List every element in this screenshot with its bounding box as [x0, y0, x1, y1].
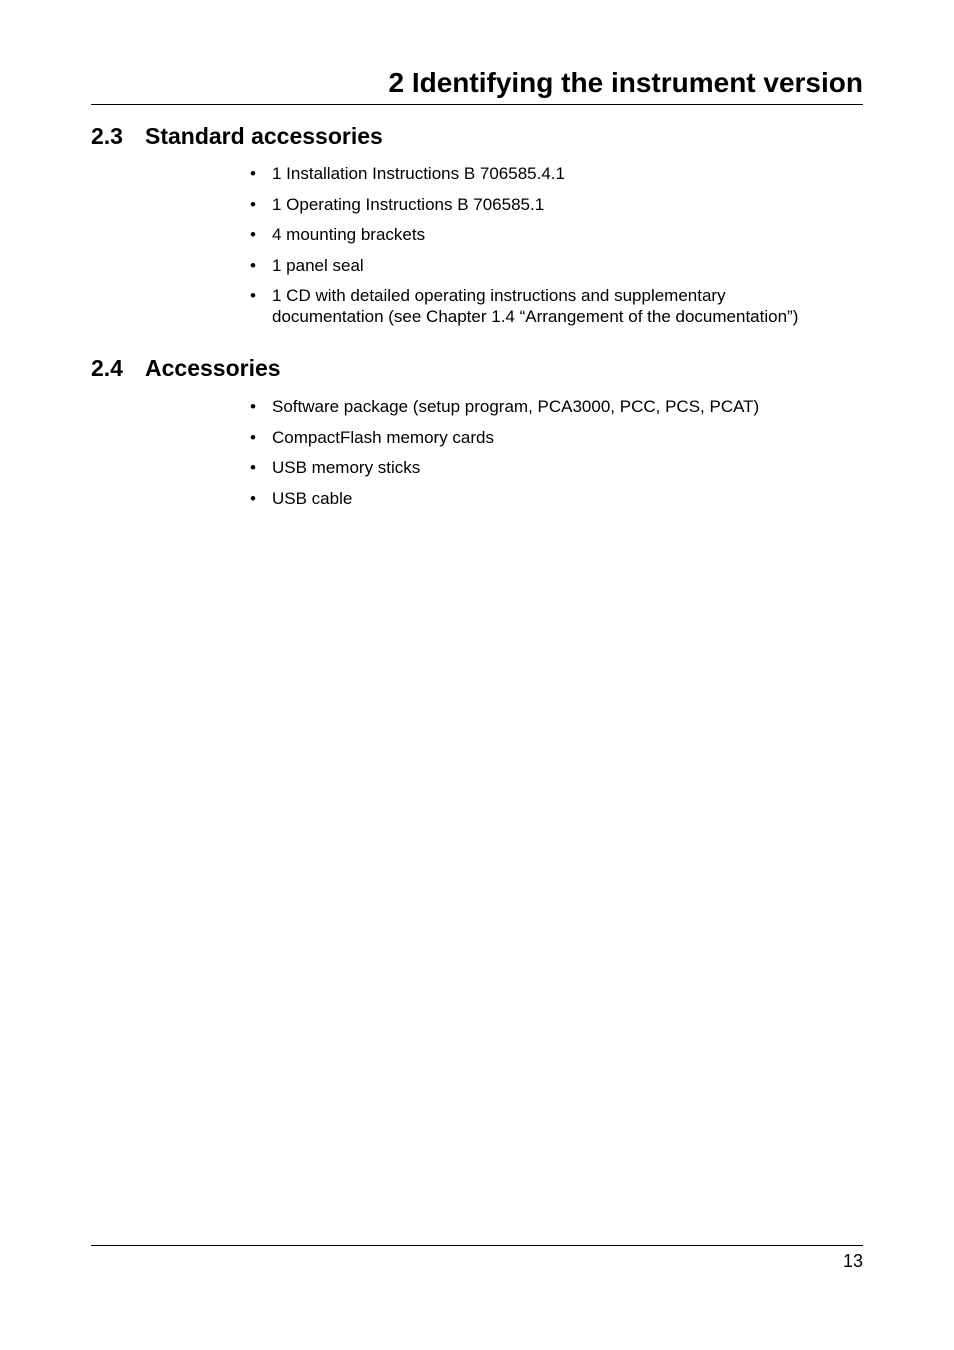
section-heading-accessories [91, 354, 281, 382]
section-number: 2.3 [91, 123, 123, 149]
list-item: • CompactFlash memory cards [250, 427, 495, 447]
accessories-list [250, 396, 850, 518]
page-footer [91, 1245, 863, 1271]
section-title: Accessories [145, 355, 281, 381]
bullet-icon: • [250, 458, 256, 477]
list-item: • 1 CD with detailed operating instructions and supplementary documentation (see Chapter 1.4 “Arrangement of the documentation”) [250, 286, 799, 326]
bullet-icon: • [250, 194, 256, 214]
bullet-icon: • [250, 164, 256, 183]
bullet-icon: • [250, 488, 256, 508]
bullet-icon: • [250, 286, 256, 305]
chapter-title: 2 Identifying the instrument version [388, 67, 863, 98]
list-item: • 1 Installation Instructions B 706585.4.1 [250, 164, 565, 183]
list-item: • USB cable [250, 488, 353, 508]
list-item: • Software package (setup program, PCA3000, PCC, PCS, PCAT) [250, 397, 760, 416]
list-item: • 1 Operating Instructions B 706585.1 [250, 194, 545, 214]
bullet-icon: • [250, 225, 256, 244]
bullet-icon: • [250, 397, 256, 416]
list-item: • 4 mounting brackets [250, 225, 426, 244]
section-heading-standard-accessories [91, 122, 383, 150]
bullet-icon: • [250, 427, 256, 447]
list-item: • USB memory sticks [250, 458, 421, 477]
standard-accessories-list [250, 163, 850, 337]
page-number: 13 [842, 1251, 863, 1271]
list-item: • 1 panel seal [250, 255, 364, 275]
section-number: 2.4 [91, 355, 123, 381]
bullet-icon: • [250, 255, 256, 275]
page-header [91, 60, 863, 105]
section-title: Standard accessories [145, 123, 383, 149]
